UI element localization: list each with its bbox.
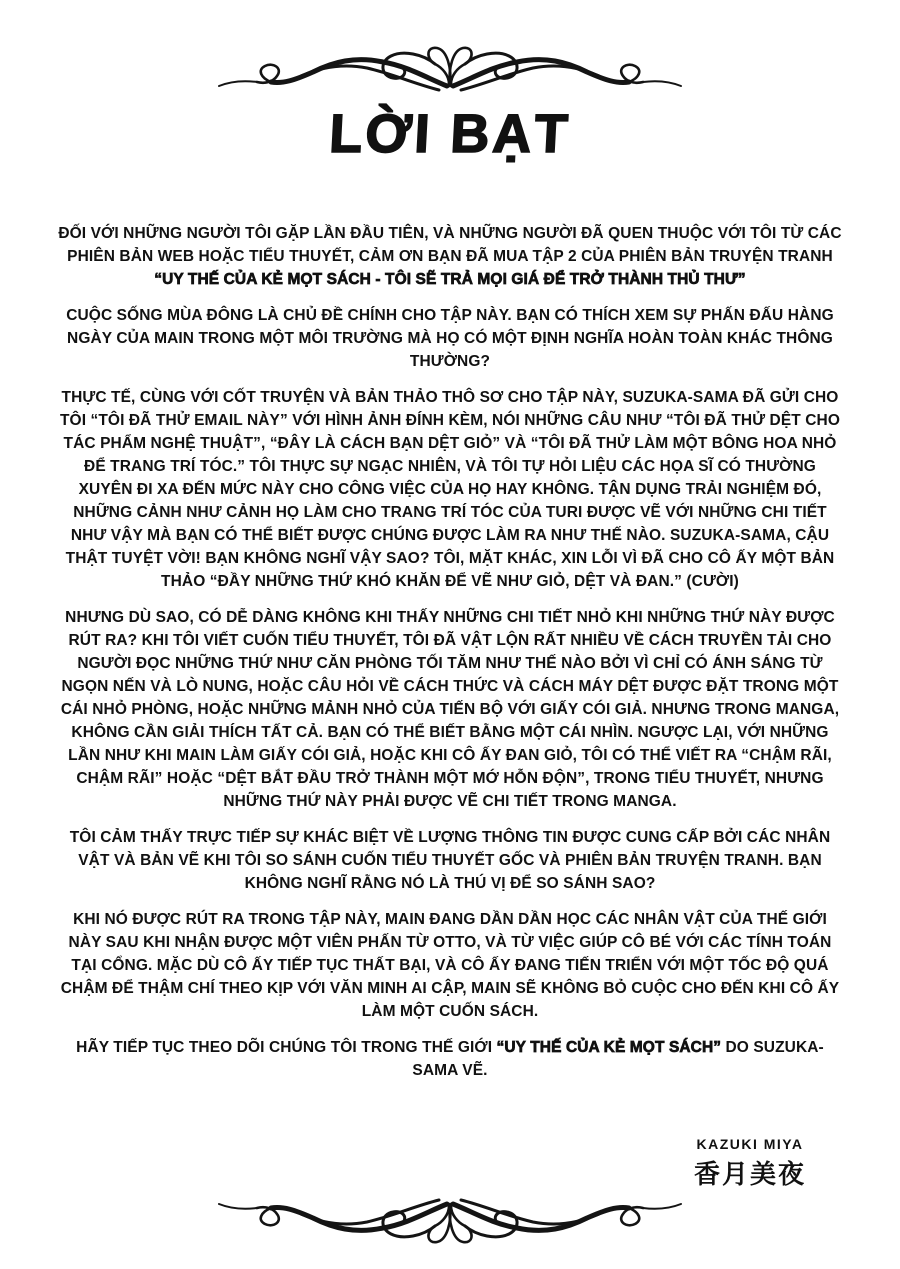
body-text: DO SUZUKA-SAMA VẼ.: [412, 1039, 824, 1079]
emphasized-text: “UY THẾ CỦA KẺ MỌT SÁCH - TÔI SẼ TRẢ MỌI GIÁ ĐỂ TRỞ THÀNH THỦ THƯ”: [154, 271, 746, 288]
afterword-text: [56, 222, 847, 1095]
paragraph: [56, 908, 844, 1023]
emphasized-text: “UY THẾ CỦA KẺ MỌT SÁCH”: [496, 1039, 722, 1056]
paragraph: [56, 1036, 844, 1082]
flourish-bottom-ornament: [215, 1180, 685, 1264]
body-text: HÃY TIẾP TỤC THEO DÕI CHÚNG TÔI TRONG THẾ GIỚI: [76, 1039, 497, 1056]
author-signature: [694, 1136, 806, 1191]
body-text: TÔI CẢM THẤY TRỰC TIẾP SỰ KHÁC BIỆT VỀ LƯỢNG THÔNG TIN ĐƯỢC CUNG CẤP BỞI CÁC NHÂN VẬT VÀ BẢN VẼ KHI TÔI SO SÁNH CUỐN TIỂU THUYẾT GỐC VÀ PHIÊN BẢN TRUYỆN TRANH. BẠN KHÔNG NGHĨ RẰNG NÓ LÀ THÚ VỊ ĐỂ SO SÁNH SAO?: [69, 829, 835, 892]
paragraph: [56, 386, 844, 593]
paragraph: [56, 606, 844, 813]
paragraph: [56, 222, 847, 291]
flourish-top-ornament: [215, 26, 685, 110]
author-name-romaji: KAZUKI MIYA: [696, 1136, 804, 1152]
body-text: KHI NÓ ĐƯỢC RÚT RA TRONG TẬP NÀY, MAIN ĐANG DẦN DẦN HỌC CÁC NHÂN VẬT CỦA THẾ GIỚI NÀY SAU KHI NHẬN ĐƯỢC MỘT VIÊN PHẤN TỪ OTTO, VÀ TỪ VIỆC GIÚP CÔ BÉ VỚI CÁC TÍNH TOÁN TẠI CỔNG. MẶC DÙ CÔ ẤY TIẾP TỤC THẤT BẠI, VÀ CÔ ẤY ĐANG TIẾN TRIỂN VỚI MỘT TỐC ĐỘ QUÁ CHẬM ĐỂ THẬM CHÍ THEO KỊP VỚI VĂN MINH AI CẬP, MAIN SẼ KHÔNG BỎ CUỘC CHO ĐẾN KHI CÔ ẤY LÀM MỘT CUỐN SÁCH.: [60, 911, 844, 1020]
body-text: THỰC TẾ, CÙNG VỚI CỐT TRUYỆN VÀ BẢN THẢO THÔ SƠ CHO TẬP NÀY, SUZUKA-SAMA ĐÃ GỬI CHO TÔI “TÔI ĐÃ THỬ EMAIL NÀY” VỚI HÌNH ẢNH ĐÍNH KÈM, NÓI NHỮNG CÂU NHƯ “TÔI ĐÃ THỬ DỆT CHO TÁC PHẨM NGHỆ THUẬT”, “ĐÂY LÀ CÁCH BẠN DỆT GIỎ” VÀ “TÔI ĐÃ THỬ LÀM MỘT BÔNG HOA NHỎ ĐỂ TRANG TRÍ TÓC.” TÔI THỰC SỰ NGẠC NHIÊN, VÀ TÔI TỰ HỎI LIỆU CÁC HỌA SĨ CÓ THƯỜNG XUYÊN ĐI XA ĐẾN MỨC NÀY CHO CÔNG VIỆC CỦA HỌ HAY KHÔNG. TẬN DỤNG TRẢI NGHIỆM ĐÓ, NHỮNG CẢNH NHƯ CẢNH HỌ LÀM CHO TRANG TRÍ TÓC CỦA TURI ĐƯỢC VẼ VỚI NHỮNG CHI TIẾT NHƯ VẬY MÀ BẠN CÓ THỂ BIẾT ĐƯỢC CHÚNG ĐƯỢC LÀM RA NHƯ THẾ NÀO. SUZUKA-SAMA, CẬU THẬT TUYỆT VỜI! BẠN KHÔNG NGHĨ VẬY SAO? TÔI, MẶT KHÁC, XIN LỖI VÌ ĐÃ CHO CÔ ẤY MỘT BẢN THẢO “ĐẦY NHỮNG THỨ KHÓ KHĂN ĐỂ VẼ NHƯ GIỎ, DỆT VÀ ĐAN.” (CƯỜI): [59, 389, 845, 590]
paragraph: [56, 826, 844, 895]
body-text: NHƯNG DÙ SAO, CÓ DỄ DÀNG KHÔNG KHI THẤY NHỮNG CHI TIẾT NHỎ KHI NHỮNG THỨ NÀY ĐƯỢC RÚT RA? KHI TÔI VIẾT CUỐN TIỂU THUYẾT, TÔI ĐÃ VẬT LỘN RẤT NHIỀU VỀ CÁCH TRUYỀN TẢI CHO NGƯỜI ĐỌC NHỮNG THỨ NHƯ CĂN PHÒNG TỐI TĂM NHƯ THẾ NÀO BỞI VÌ CHỈ CÓ ÁNH SÁNG TỪ NGỌN NẾN VÀ LÒ NUNG, HOẶC CÂU HỎI VỀ CÁCH THỨC VÀ CÁCH MÁY DỆT ĐƯỢC ĐẶT TRONG MỘT CÁI NHỎ PHÒNG, HOẶC NHỮNG MẢNH NHỎ CỦA TIẾN BỘ VỚI GIẤY CÓI GIẢ. NHƯNG TRONG MANGA, KHÔNG CẦN GIẢI THÍCH TẤT CẢ. BẠN CÓ THỂ BIẾT BẰNG MỘT CÁI NHÌN. NGƯỢC LẠI, VỚI NHỮNG LẦN NHƯ KHI MAIN LÀM GIẤY CÓI GIẢ, HOẶC KHI CÔ ẤY ĐAN GIỎ, TÔI CÓ THỂ VIẾT RA “CHẬM RÃI, CHẬM RÃI” HOẶC “DỆT BẮT ĐẦU TRỞ THÀNH MỘT MỚ HỖN ĐỘN”, TRONG TIỂU THUYẾT, NHƯNG NHỮNG THỨ NÀY PHẢI ĐƯỢC VẼ CHI TIẾT TRONG MANGA.: [60, 609, 844, 810]
body-text: ĐỐI VỚI NHỮNG NGƯỜI TÔI GẶP LẦN ĐẦU TIÊN, VÀ NHỮNG NGƯỜI ĐÃ QUEN THUỘC VỚI TÔI TỪ CÁC PHIÊN BẢN WEB HOẶC TIỂU THUYẾT, CẢM ƠN BẠN ĐÃ MUA TẬP 2 CỦA PHIÊN BẢN TRUYỆN TRANH: [58, 225, 847, 265]
author-name-kanji: 香月美夜: [693, 1160, 806, 1190]
body-text: CUỘC SỐNG MÙA ĐÔNG LÀ CHỦ ĐỀ CHÍNH CHO TẬP NÀY. BẠN CÓ THÍCH XEM SỰ PHẤN ĐẤU HÀNG NGÀY CỦA MAIN TRONG MỘT MÔI TRƯỜNG MÀ HỌ CÓ MỘT ĐỊNH NGHĨA HOÀN TOÀN KHÁC THÔNG THƯỜNG?: [66, 307, 839, 370]
paragraph: [56, 304, 844, 373]
page-title: LỜI BẠT: [327, 104, 573, 164]
